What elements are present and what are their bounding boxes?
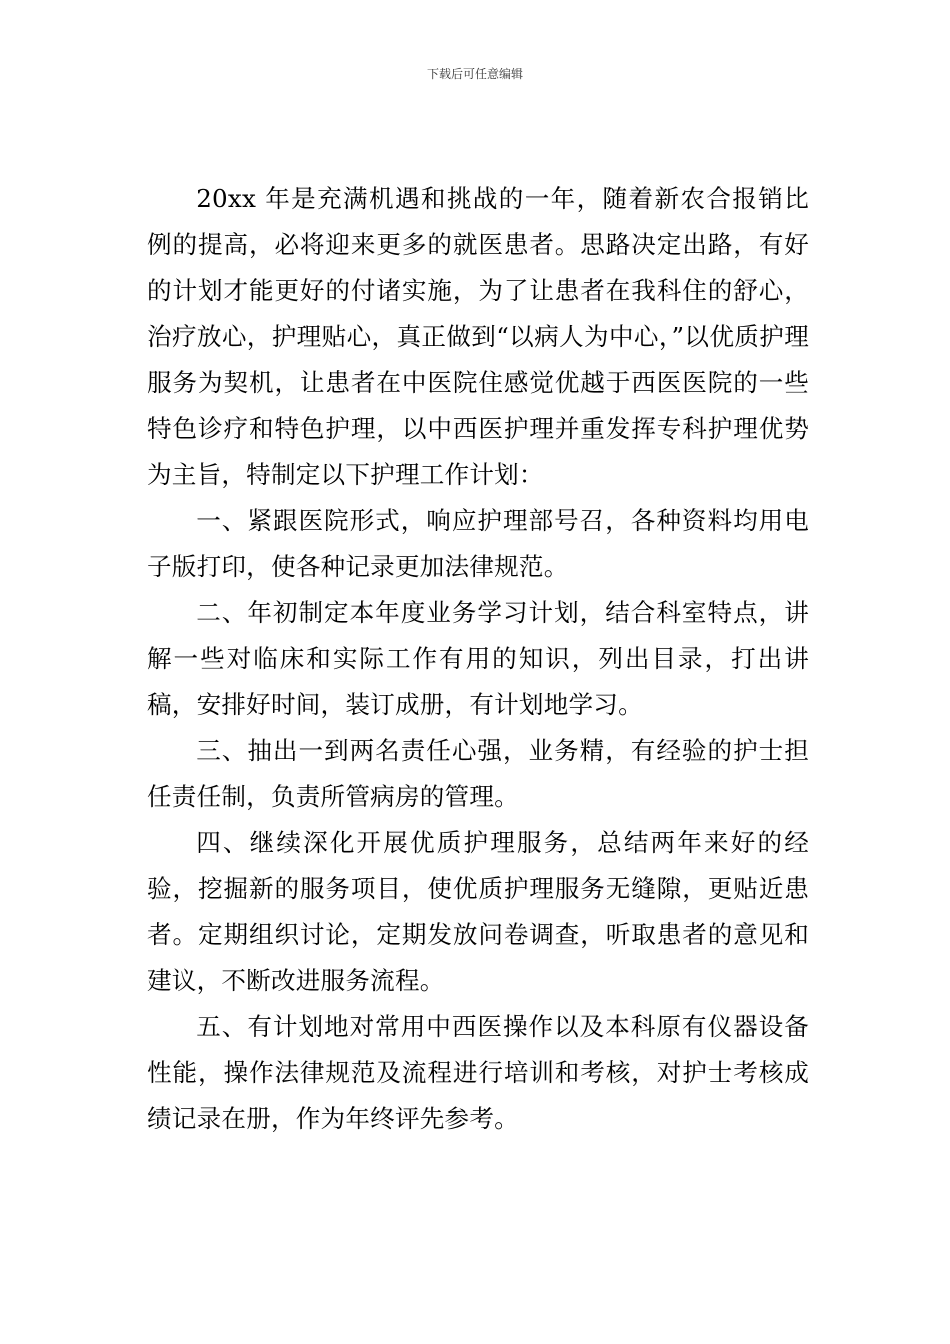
document-body	[147, 176, 809, 1142]
plan-item-1: 一、紧跟医院形式，响应护理部号召，各种资料均用电子版打印，使各种记录更加法律规范。	[147, 506, 809, 581]
plan-item-3: 三、抽出一到两名责任心强，业务精，有经验的护士担任责任制，负责所管病房的管理。	[147, 736, 809, 811]
intro-paragraph: 20xx 年是充满机遇和挑战的一年，随着新农合报销比例的提高，必将迎来更多的就医患者。思路决定出路，有好的计划才能更好的付诸实施，为了让患者在我科住的舒心，治疗放心，护理贴心，真正做到“以病人为中心，”以优质护理服务为契机，让患者在中医院住感觉优越于西医医院的一些特色诊疗和特色护理，以中西医护理并重发挥专科护理优势为主旨，特制定以下护理工作计划：	[147, 184, 809, 489]
plan-item-2: 二、年初制定本年度业务学习计划，结合科室特点，讲解一些对临床和实际工作有用的知识，列出目录，打出讲稿，安排好时间，装订成册，有计划地学习。	[147, 598, 809, 719]
header-note: 下载后可任意编辑	[426, 67, 523, 81]
plan-item-4: 四、继续深化开展优质护理服务，总结两年来好的经验，挖掘新的服务项目，使优质护理服务无缝隙，更贴近患者。定期组织讨论，定期发放问卷调查，听取患者的意见和建议，不断改进服务流程。	[147, 828, 809, 995]
plan-item-5: 五、有计划地对常用中西医操作以及本科原有仪器设备性能，操作法律规范及流程进行培训和考核，对护士考核成绩记录在册，作为年终评先参考。	[147, 1012, 809, 1133]
